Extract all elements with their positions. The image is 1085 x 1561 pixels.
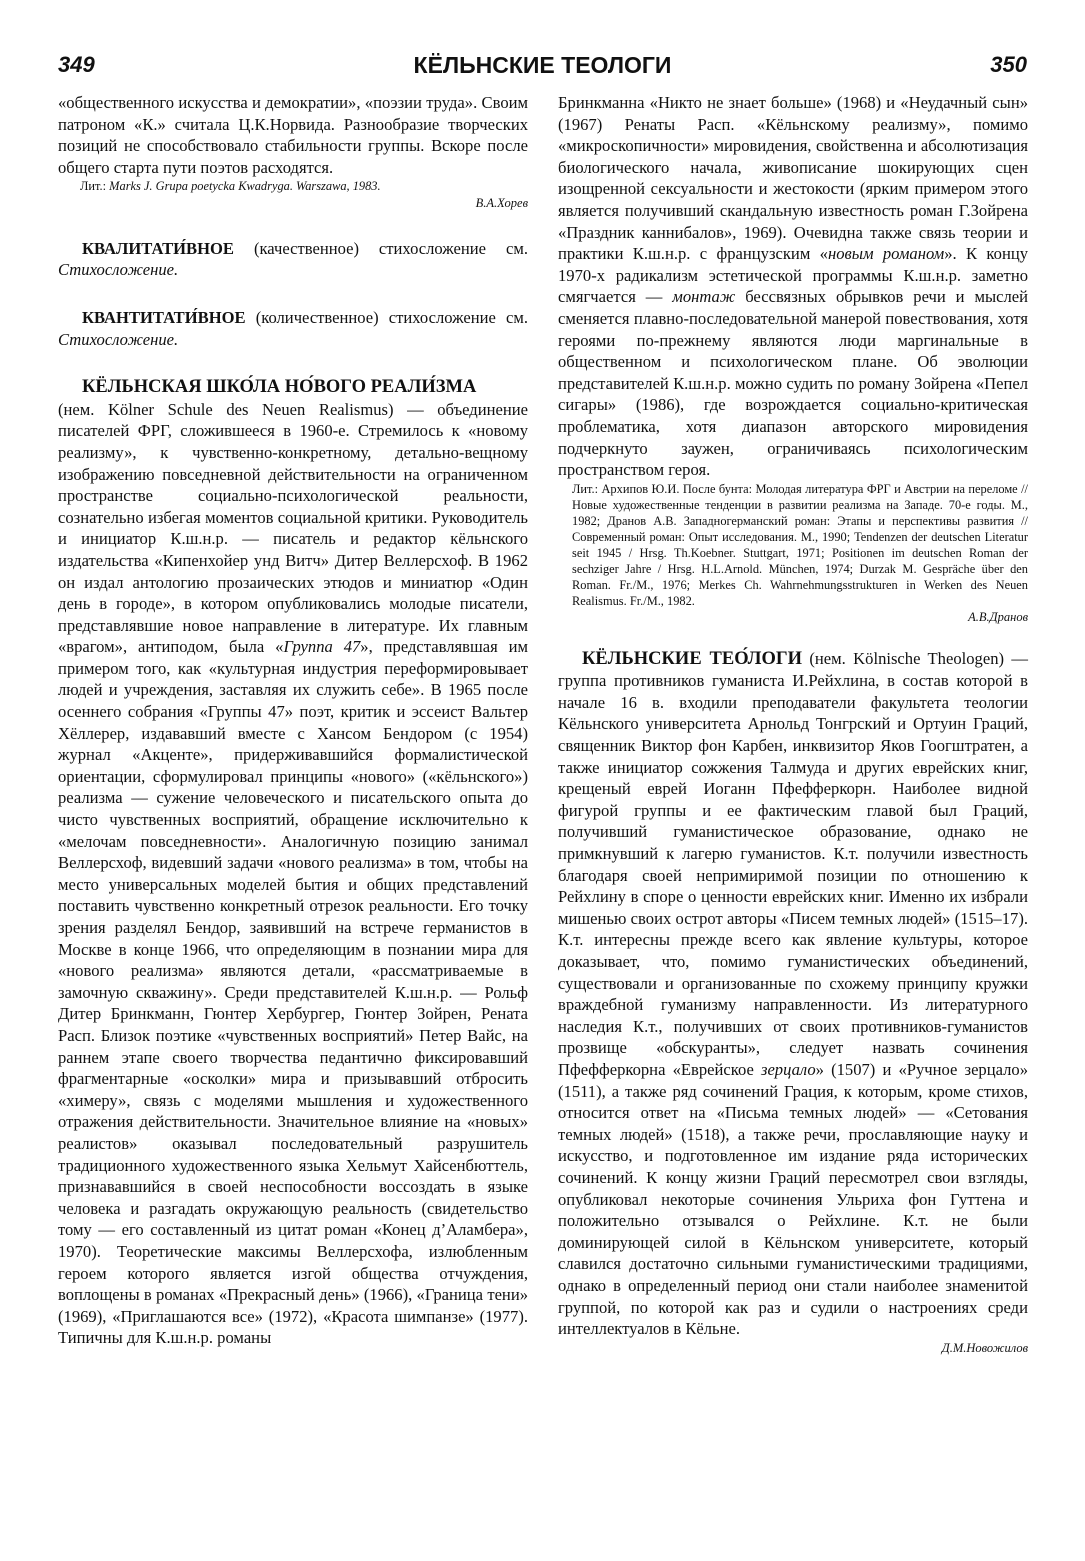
literature-text: Архипов Ю.И. После бунта: Молодая литература ФРГ и Австрии на переломе // Новые художественные тенденции в развитии реализма на Западе. 70-е годы. М., 1982; Дранов А.В. Западногерманский роман: Этапы и перспективы развития // Современный роман: Опыт исследования. М., 1990; Tendenzen der deutschen Literatur seit 1945 / Hrsg. Th.Koebner. Stuttgart, 1971; Positionen im deutschen Roman der sechziger Jahre / Hrsg. H.L.Arnold. München, 1974; Durzak M. Gespräche über den Roman. Fr./M., 1976; Merkes Ch. Wahrnehmungsstrukturen in Werken des Neuen Realismus. Fr./M., 1982.	[572, 481, 1028, 608]
page-number-left: 349	[58, 52, 95, 77]
entry-body: », представлявшая им примером того, как «культурная индустрия переформировывает людей и учреждения, заставляя их служить себе». В 1965 после осеннего собрания «Группы 47» поэт, критик и эссеист Вальтер Хёллерер, издававший вместе с Хансом Бендором (с 1954) журнал «Акценте», придерживавшийся формалистической ориентации, сформулировал принципы «нового» («кёльнского») реализма — сужение человеческого и писательского опыта до чисто чувственных восприятий, обращение исключительно к «мелочам повседневности». Аналогичную позицию занимал Веллерсхоф, видевший задачи «нового реализма» в том, чтобы на место универсальных моделей бытия и общих представлений поставить чувственно конкретный отрезок реальности. Его точку зрения разделял Бендор, заявивший на встрече германистов в Москве в конце 1966, что определяющим в познании мира для «нового реализма» являются детали, «рассматриваемые в замочную скважину». Среди представителей К.ш.н.р. — Рольф Дитер Бринкманн, Гюнтер Хербургер, Гюнтер Зойрен, Рената Расп. Близок поэтике «чувственных восприятий» Петер Вайс, на раннем этапе своего творчества педантично фиксировавший фрагментарные «осколки» мира и призывавший отбросить «химеру», связь с моделями мышления и художественного отражения действительности. Значительное влияние на «новых» реалистов» оказывал последовательный разрушитель традиционного художественного языка Хельмут Хайсенбюттель, признававшийся в своей неспособности воссоздать в языке человека и разгадать окружающую реальность (свидетельство тому — его составленный из цитат роман «Конец д’Аламбера», 1970). Теоретические максимы Веллерсхофа, излюбленным героем которого является изгой общества отчуждения, воплощены в романах «Прекрасный день» (1966), «Граница тени» (1969), «Приглашаются все» (1972), «Красота шимпанзе» (1977). Типичны для К.ш.н.р. романы	[58, 637, 528, 1348]
entry-school-body	[58, 399, 528, 1349]
cross-reference: новым романом	[827, 244, 945, 264]
entry-school-heading	[58, 376, 528, 399]
continued-paragraph	[558, 92, 1028, 481]
continued-paragraph: «общественного искусства и демократии», «поэзии труда». Своим патроном «К.» считала Ц.К.Норвида. Разнообразие творческих позиций не способствовало стабильности группы. Вскоре после общего старта пути поэтов расходятся.	[58, 93, 528, 177]
page-number-right: 350	[990, 52, 1027, 77]
entry-body: (количественное) стихосложение см.	[245, 307, 528, 327]
literature-note	[58, 178, 528, 194]
entry-headword: КЁЛЬНСКАЯ ШКО́ЛА НО́ВОГО РЕАЛИ́ЗМА	[82, 377, 477, 398]
cross-reference: Стихосложение.	[58, 260, 179, 280]
literature-label: Лит.:	[80, 179, 107, 194]
running-header	[58, 52, 1027, 86]
entry-body: » (1507) и «Ручное зерцало» (1511), а также ряд сочинений Грация, к которым, кроме стихов, относится ответ на «Письма темных людей» — «Сетования темных людей» (1518), а также речи, прославляющие науку и искусство, и подготовленное им издание ряда исторических сочинений. К концу жизни Граций пересмотрел свои взгляды, опубликовал некоторые сочинения Ульриха фон Гуттена и положительно отзывался о Рейхлине. К.т. не были доминирующей силой в Кёльнском университете, который славился достаточно сильными гуманистическими традициями, однако в определенный период они стали наиболее знаменитой группой, по которой как раз и судили о настроениях среди интеллектуалов в Кёльне.	[558, 1059, 1028, 1339]
entry-body: (нем. Kölner Schule des Neuen Realismus) — объединение писателей ФРГ, сложившееся в 1960-е. Стремилось к «новому реализму», к чувственно-конкретному, детально-вещному изображению повседневной действительности на ограниченном пространстве социально-психологической реальности, сознательно избегая моментов социальной критики. Руководитель и инициатор К.ш.н.р. — писатель и редактор кёльнского издательства «Кипенхойер унд Витч» Дитер Веллерсхоф. В 1962 он издал антологию прозаических этюдов и миниатюр «Один день в городе», в котором опубликовались молодые писатели, представлявшие новое направление в литературе. Их главным «врагом», антиподом, была «	[58, 399, 528, 657]
literature-label: Лит.:	[572, 481, 599, 496]
cross-reference: монтаж	[672, 287, 736, 307]
entry-body: ». К концу 1970-х радикализм эстетической программы К.ш.н.р. заметно смягчается —	[558, 244, 1028, 307]
entry-headword: КВАНТИТАТИ́ВНОЕ	[82, 307, 246, 327]
author-signature: В.А.Хорев	[475, 195, 528, 210]
entry-kvantitativnoe	[58, 307, 528, 350]
entry-body: (качественное) стихосложение см.	[234, 238, 528, 258]
entry-kvalitativnoe	[58, 238, 528, 281]
entry-headword: КЁЛЬНСКИЕ ТЕО́ЛОГИ	[582, 648, 802, 669]
cross-reference: Группа 47	[283, 637, 361, 657]
literature-note	[558, 481, 1028, 609]
entry-theologians	[558, 648, 1028, 1340]
author-signature: Д.М.Новожилов	[941, 1340, 1028, 1355]
entry-body: (нем. Kölnische Theologen) — группа противников гуманиста И.Рейхлина, в состав которой в начале 16 в. входили преподаватели факультета теологии Кёльнского университета Арнольд Тонгрский и Ортуин Граций, священник Виктор фон Карбен, инквизитор Яков Гоогштратен, а также инициатор сожжения Талмуда и других еврейских книг, крещеный еврей Иоганн Пфефферкорн. Наиболее видной фигурой группы и ее фактическим главой был Граций, получивший гуманистическое образование, однако не примкнувший к лагерю гуманистов. К.т. получили известность благодаря своей непримиримой позиции по отношению к Рейхлину в споре о ценности еврейских книг. Именно их избрали мишенью своих острот авторы «Писем темных людей» (1515–17). К.т. интересны прежде всего как явление культуры, которое доказывает, что, помимо гуманистических объединений, существовали и организованные по схожему принципу кружки враждебной гуманизму направленности. Из литературного наследия К.т., получивших от своих противников-гуманистов прозвище «обскуранты», следует назвать сочинения Пфефферкорна «Еврейское	[558, 648, 1028, 1079]
entry-body: бессвязных обрывков речи и мыслей сменяется плавно-последовательной манерой повествования, хотя героями по-прежнему являются люди маргинальные в общественном и психологическом плане. Об эволюции представителей К.ш.н.р. можно судить по роману Зойрена «Пепел сигары» (1986), где возрождается социально-критическая проблематика, хотя диапазон авторского мировидения подчеркнуто заужен, ограничиваясь психологическим пространством героя.	[558, 287, 1028, 480]
right-column	[558, 92, 1028, 1357]
literature-text: Marks J. Grupa poetycka Kwadryga. Warszawa, 1983.	[109, 179, 381, 194]
cross-reference: Стихосложение.	[58, 329, 179, 349]
running-title: КЁЛЬНСКИЕ ТЕОЛОГИ	[413, 52, 672, 78]
author-signature: А.В.Дранов	[968, 609, 1028, 624]
left-column	[58, 92, 528, 1349]
entry-headword: КВАЛИТАТИ́ВНОЕ	[82, 238, 235, 258]
cross-reference: зерцало	[760, 1059, 816, 1079]
entry-body: Бринкманна «Никто не знает больше» (1968) и «Неудачный сын» (1967) Ренаты Расп. «Кёльнскому реализму», помимо «микроскопичности» мировидения, свойственна и абсолютизация биологического начала, живописание шокирующих сцен изощренной сексуальности и жестокости (ярким примером этого является получивший скандальную известность роман Г.Зойрена «Праздник каннибалов», 1969). Очевидна также связь теории и практики К.ш.н.р. с французским «	[558, 93, 1028, 264]
